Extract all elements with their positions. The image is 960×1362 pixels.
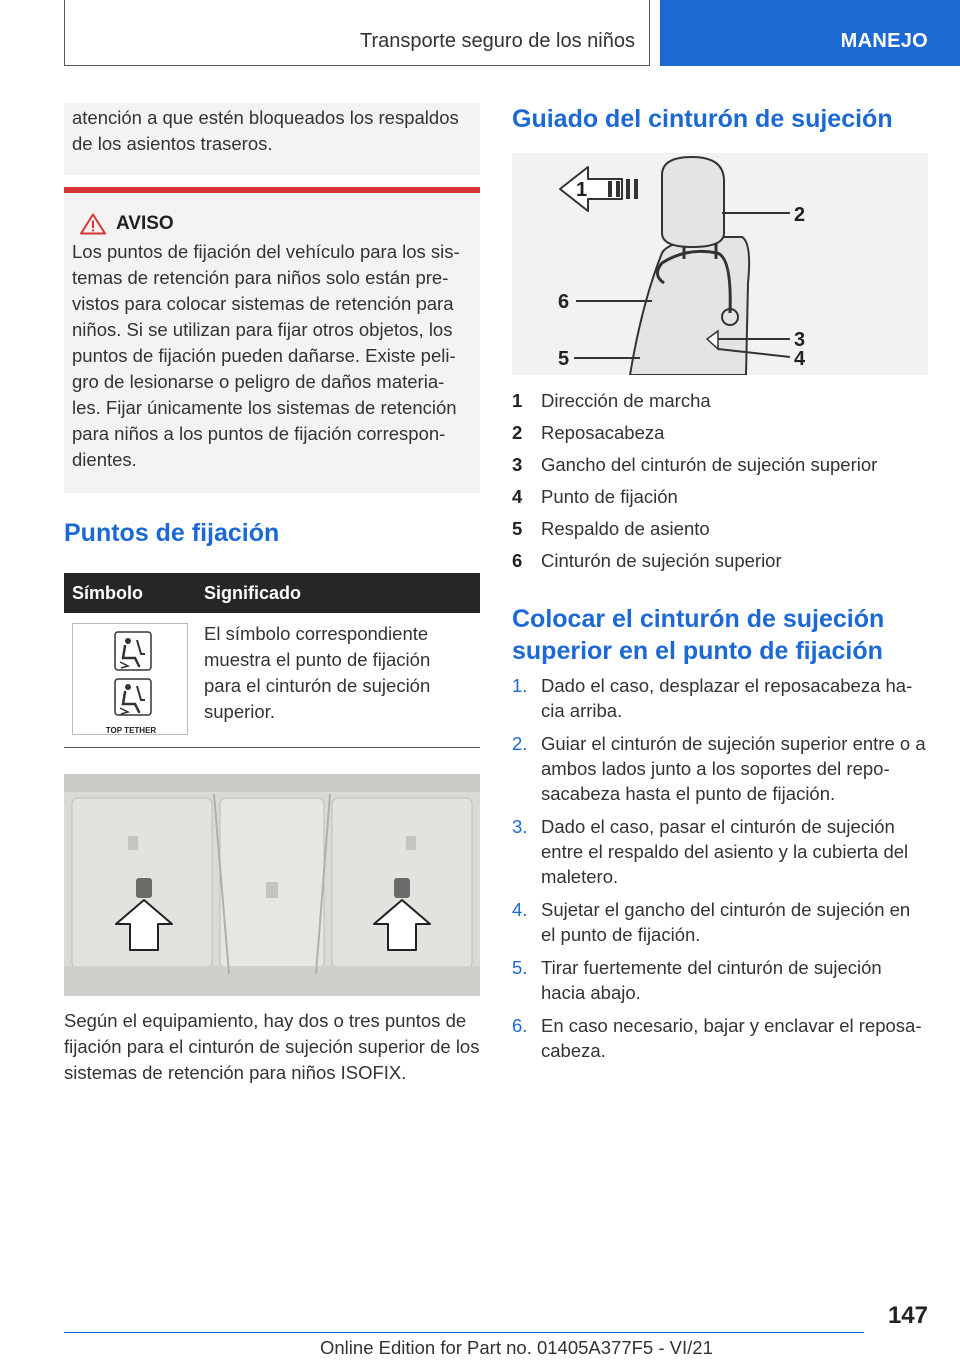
page-number: 147 [887,1302,928,1329]
list-item: 4. Sujetar el gancho del cinturón de sujeción en el punto de fijación. [512,899,911,945]
section-title-belt-routing: Guiado del cinturón de sujeción [512,105,893,133]
warning-text: Los puntos de fijación del vehículo para los sis-temas de retención para niños solo están pre-vistos para colocar sistemas de retención para niños. Si se utilizan para fijar otros objetos, los puntos de fijación pueden dañarse. Existe peli-gro de lesionarse o peligro de daños materia-les. Fijar únicamente los sistemas de retención para niños a los puntos de fijación correspon-dientes. [72,241,460,470]
top-tether-caption: TOP TETHER [105,726,157,735]
list-item: 2 Reposacabeza [512,422,665,443]
left-column [64,103,480,1086]
table-header-meaning: Significado [196,573,480,613]
right-column [512,103,928,1071]
diagram-label-4: 4 [794,348,806,370]
table-header-symbol: Símbolo [64,573,196,613]
header-title-box [64,0,650,66]
anchor-points-text: Según el equipamiento, hay dos o tres puntos de fijación para el cinturón de sujeción superior de los sistemas de retención para niños ISOFIX. [64,1010,480,1083]
symbol-cell [64,613,196,747]
warning-triangle-icon [80,213,106,235]
belt-routing-diagram [512,153,928,375]
diagram-label-5: 5 [558,348,570,370]
diagram-label-3: 3 [794,329,806,351]
list-item: 1 Dirección de marcha [512,390,711,411]
table-bottom-rule [64,747,480,748]
chapter-title: Transporte seguro de los niños [360,30,635,52]
symbol-table [64,573,480,747]
instruction-steps [512,673,928,1063]
anchor-points-photo [64,774,480,996]
section-title-attach-belt: Colocar el cinturón de sujeción superior en el punto de fijación [512,605,885,665]
warning-header [80,213,472,235]
list-item: 6. En caso necesario, bajar y enclavar el reposa-cabeza. [512,1015,922,1061]
list-item: 6 Cinturón de sujeción superior [512,550,782,571]
section-title-anchor-points: Puntos de fijación [64,519,280,547]
section-tab[interactable] [660,0,960,66]
diagram-label-2: 2 [794,204,806,226]
list-item: 5. Tirar fuertemente del cinturón de sujeción hacia abajo. [512,957,882,1003]
warning-title: AVISO [116,213,174,234]
list-item: 5 Respaldo de asiento [512,518,710,539]
diagram-label-6: 6 [558,291,570,313]
list-item: 3. Dado el caso, pasar el cinturón de sujeción entre el respaldo del asiento y la cubierta del maletero. [512,816,909,887]
list-item: 1. Dado el caso, desplazar el reposacabeza ha-cia arriba. [512,675,913,721]
list-item: 2. Guiar el cinturón de sujeción superior entre o a ambos lados junto a los soportes del repo-sacabeza hasta el punto de fijación. [512,733,926,804]
diagram-label-1: 1 [576,179,588,201]
footer-rule [64,1332,864,1333]
page-header [0,0,960,66]
note-text: atención a que estén bloqueados los respaldos de los asientos traseros. [72,107,459,154]
section-tab-label: MANEJO [840,30,928,52]
top-tether-symbols [72,623,188,735]
note-box [64,103,480,175]
list-item: 4 Punto de fijación [512,486,678,507]
table-row [64,613,480,747]
list-item: 3 Gancho del cinturón de sujeción superior [512,454,878,475]
edition-text: Online Edition for Part no. 01405A377F5 - VI/21 [320,1337,713,1358]
warning-box [64,187,480,493]
diagram-legend [512,385,928,577]
meaning-cell: El símbolo correspondiente muestra el punto de fijación para el cinturón de sujeción superior. [204,623,431,722]
